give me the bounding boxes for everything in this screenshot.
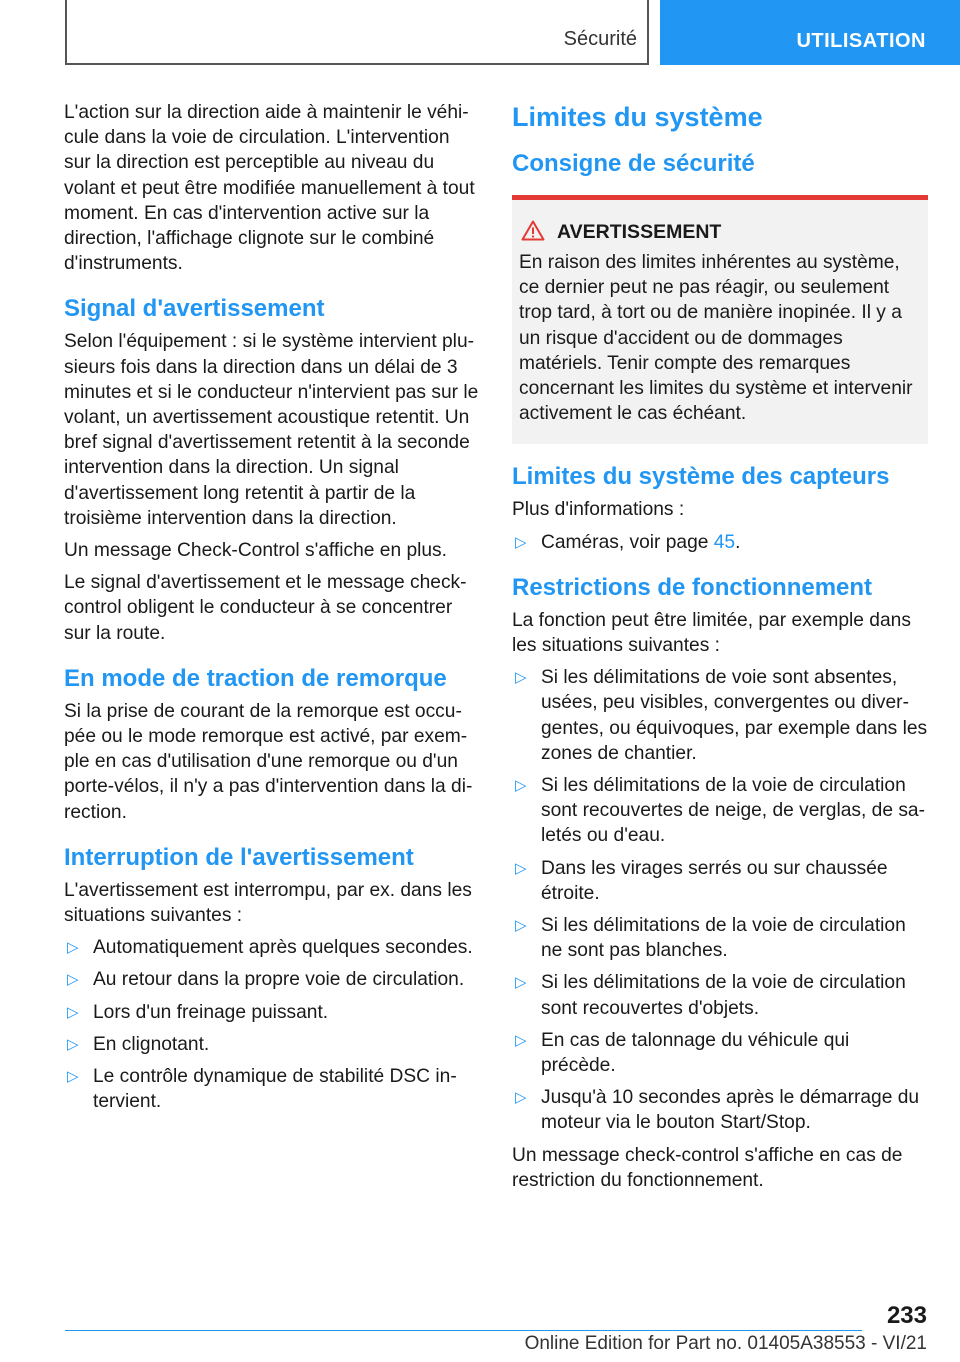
triangle-right-icon: ▷: [515, 533, 527, 551]
list-item: ▷ Automatiquement après quelques secondes.: [64, 935, 480, 960]
header-section-box: [65, 0, 649, 65]
list-item: ▷ En clignotant.: [64, 1032, 480, 1057]
restrict-heading: Restrictions de fonctionnement: [512, 573, 873, 601]
sensors-paragraph: Plus d'informations :: [512, 499, 685, 521]
triangle-right-icon: ▷: [515, 974, 527, 992]
right-column: [512, 100, 928, 1200]
triangle-right-icon: ▷: [515, 777, 527, 795]
list-item: ▷ Au retour dans la propre voie de circulation.: [64, 967, 480, 992]
list-item: ▷ Si les délimitations de la voie de circulation sont recouvertes d'objets.: [515, 972, 906, 1019]
triangle-right-icon: ▷: [515, 859, 527, 877]
page-number: 233: [886, 1302, 927, 1329]
footer-divider: [65, 1330, 862, 1331]
left-column: [64, 100, 480, 1122]
triangle-right-icon: ▷: [515, 1031, 527, 1049]
restrict-end-paragraph: Un message check-control s'affiche en cas de restriction du fonctionnement.: [512, 1144, 903, 1191]
sensors-list: [512, 530, 928, 555]
list-item: ▷ Lors d'un freinage puissant.: [64, 1000, 480, 1025]
safety-heading: Consigne de sécurité: [512, 150, 755, 177]
restrict-paragraph: La fonction peut être limitée, par exemple dans les situations suivantes :: [512, 609, 911, 657]
trailer-paragraph: Si la prise de courant de la remorque est occupée ou le mode remorque est activé, par exemple en cas d'utilisation d'une remorque ou d'un porte-vélos, il n'y a pas d'intervention dans la direction.: [64, 700, 473, 823]
warning-text: En raison des limites inhérentes au système, ce dernier peut ne pas réagir, ou seulement trop tard, à tort ou de manière inopinée. Il y a un risque d'accident ou de dommages matériels. Tenir compte des remarques concernant les limites du système et intervenir activement le cas échéant.: [519, 252, 913, 425]
list-item: ▷ Si les délimitations de la voie de circulation sont recouvertes de neige, de verglas, de saletés ou d'eau.: [515, 775, 925, 847]
signal-paragraph-3: Le signal d'avertissement et le message check-control obligent le conducteur à se concentrer sur la route.: [64, 572, 467, 644]
interrupt-heading: Interruption de l'avertissement: [64, 843, 414, 871]
triangle-right-icon: ▷: [67, 939, 79, 957]
triangle-right-icon: ▷: [67, 1035, 79, 1053]
list-item: ▷ En cas de talonnage du véhicule qui précède.: [515, 1029, 850, 1077]
sensors-heading: Limites du système des capteurs: [512, 463, 890, 491]
signal-heading: Signal d'avertissement: [64, 295, 325, 323]
signal-paragraph-2: Un message Check-Control s'affiche en plus.: [64, 540, 447, 562]
limits-heading: Limites du système: [512, 102, 763, 132]
list-item: ▷ Si les délimitations de la voie de circulation ne sont pas blanches.: [515, 915, 906, 962]
triangle-right-icon: ▷: [515, 669, 527, 687]
footer-edition: Online Edition for Part no. 01405A38553 - VI/21: [524, 1333, 927, 1354]
triangle-right-icon: ▷: [515, 917, 527, 935]
triangle-right-icon: ▷: [515, 1089, 527, 1107]
header-section-title: Sécurité: [563, 28, 637, 50]
list-item: ▷ Dans les virages serrés ou sur chaussée étroite.: [515, 857, 888, 904]
interrupt-paragraph: L'avertissement est interrompu, par ex. dans les situations suivantes :: [64, 879, 472, 927]
page-reference-link[interactable]: 45: [713, 531, 736, 553]
triangle-right-icon: ▷: [67, 971, 79, 989]
list-item: ▷ Si les délimitations de voie sont absentes, usées, peu visibles, convergentes ou divergentes, ou équivoques, par exemple dans les zones de chantier.: [515, 667, 928, 764]
warning-title-row: [519, 220, 921, 244]
interrupt-list: [64, 935, 480, 1114]
warning-box: [512, 195, 928, 444]
list-item: ▷ Caméras, voir page 45.: [512, 530, 928, 555]
warning-title: AVERTISSEMENT: [557, 221, 722, 243]
warning-triangle-icon: [521, 220, 545, 241]
triangle-right-icon: ▷: [67, 1068, 79, 1086]
signal-paragraph-1: Selon l'équipement : si le système intervient plusieurs fois dans la direction dans un délai de 3 minutes et si le conducteur n'intervient pas sur le volant, un avertissement acoustique retentit. Un bref signal d'avertissement retentit à la seconde intervention dans la direction. Un signal d'avertissement long retentit à partir de la troisième intervention dans la direction.: [64, 331, 479, 529]
header-chapter-tab: [660, 0, 960, 65]
list-item: ▷ Jusqu'à 10 secondes après le démarrage du moteur via le bouton Start/Stop.: [515, 1087, 920, 1134]
intro-paragraph: L'action sur la direction aide à maintenir le véhicule dans la voie de circulation. L'intervention sur la direction est perceptible au niveau du volant et peut être modifiée manuellement à tout moment. En cas d'intervention active sur la direction, l'affichage clignote sur le combiné d'instruments.: [64, 102, 475, 275]
header-chapter-title: UTILISATION: [796, 30, 926, 52]
restrict-list: [512, 665, 928, 1135]
trailer-heading: En mode de traction de remorque: [64, 664, 447, 692]
triangle-right-icon: ▷: [67, 1003, 79, 1021]
list-item: ▷ Le contrôle dynamique de stabilité DSC intervient.: [67, 1066, 457, 1113]
